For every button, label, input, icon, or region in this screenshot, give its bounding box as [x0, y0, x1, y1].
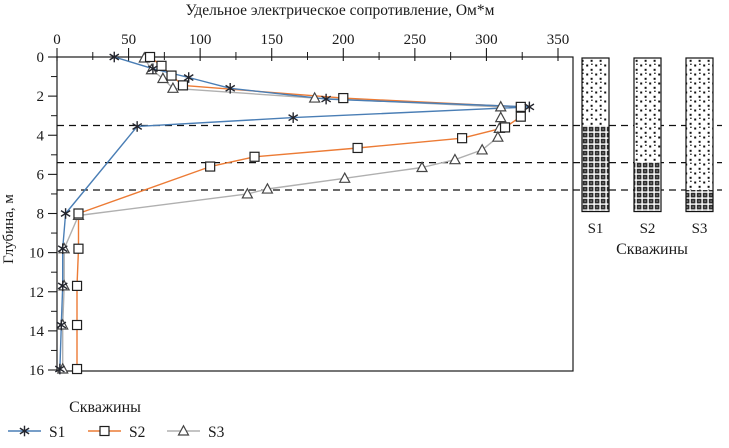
legend-square-marker	[100, 427, 109, 436]
x-axis-tick-label: 0	[53, 32, 61, 48]
lithology-layer-hatched-clay	[634, 163, 661, 212]
borehole-label-S1: S1	[587, 221, 604, 237]
square-marker	[73, 321, 82, 330]
lithology-layer-dotted-sand	[634, 58, 661, 163]
square-marker	[73, 365, 82, 374]
chart-title: Удельное электрическое сопротивление, Ом*м	[185, 2, 495, 19]
borehole-label-S2: S2	[639, 221, 656, 237]
borehole-column-S3	[686, 58, 713, 237]
square-marker	[353, 143, 362, 152]
x-axis-tick-label: 350	[546, 32, 570, 48]
y-axis-tick-label: 16	[29, 363, 44, 379]
borehole-column-S2	[634, 58, 661, 237]
boreholes-panel	[582, 58, 713, 258]
x-axis-tick-label: 200	[332, 32, 355, 48]
y-axis-tick-label: 10	[29, 245, 44, 262]
y-axis-tick-label: 14	[29, 323, 44, 340]
lithology-layer-dotted-sand	[686, 58, 713, 190]
borehole-label-S3: S3	[691, 221, 708, 237]
legend-item-label: S2	[129, 424, 146, 441]
square-marker	[167, 71, 176, 80]
borehole-column-S1	[582, 58, 609, 237]
square-marker	[250, 152, 259, 161]
square-marker	[458, 134, 467, 143]
legend-item-label: S1	[49, 424, 66, 441]
legend-title: Скважины	[69, 399, 141, 416]
y-axis-tick-label: 4	[36, 128, 44, 145]
y-axis-tick-label: 2	[36, 89, 44, 106]
square-marker	[74, 244, 83, 253]
x-axis-tick-label: 300	[475, 32, 498, 48]
x-axis-tick-label: 250	[403, 32, 427, 48]
square-marker	[178, 81, 187, 90]
x-axis-tick-label: 50	[121, 32, 137, 48]
square-marker	[516, 102, 525, 111]
y-axis-tick-label: 0	[36, 50, 44, 66]
boreholes-section-label: Скважины	[616, 241, 688, 258]
square-marker	[516, 112, 525, 121]
square-marker	[146, 53, 155, 62]
square-marker	[339, 94, 348, 103]
y-axis-tick-label: 8	[36, 206, 44, 223]
y-axis-title: Глубина, м	[1, 194, 17, 264]
square-marker	[73, 281, 82, 290]
x-axis-tick-label: 150	[260, 32, 283, 48]
square-marker	[157, 61, 166, 70]
x-axis-tick-label: 100	[188, 32, 212, 48]
square-marker	[206, 162, 215, 171]
y-axis-tick-label: 12	[29, 284, 44, 301]
legend-item-label: S3	[208, 424, 225, 441]
lithology-layer-dotted-sand	[582, 58, 609, 125]
square-marker	[501, 123, 510, 132]
square-marker	[74, 209, 83, 218]
y-axis-tick-label: 6	[36, 167, 44, 184]
lithology-layer-hatched-clay	[582, 125, 609, 211]
lithology-layer-hatched-clay	[686, 190, 713, 212]
